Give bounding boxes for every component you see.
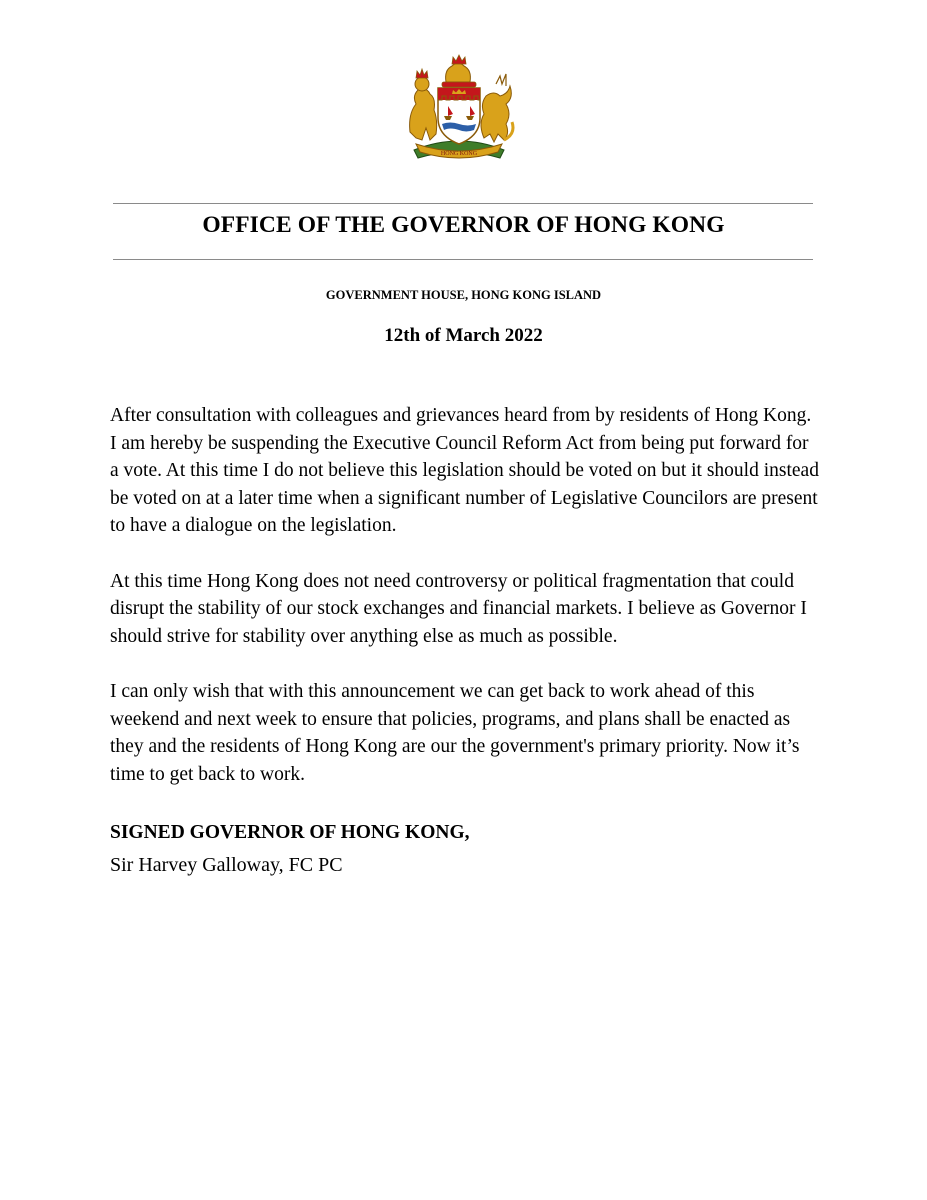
statement-body <box>110 402 822 816</box>
header-rule-bottom <box>113 259 813 260</box>
crest-lion-left-head <box>415 77 429 91</box>
document-date: 12th of March 2022 <box>384 325 543 346</box>
crest-lion-left <box>410 89 437 140</box>
crest-lion-left-crown <box>416 69 428 78</box>
crest-wreath <box>442 82 476 87</box>
crest-ribbon-text: HONG KONG <box>440 151 478 157</box>
statement-paragraph: I can only wish that with this announcement we can get back to work ahead of this weekend and next week to ensure that policies, programs, and plans shall be enacted as they and the residents of Hong Kong are our the government's primary priority. Now it’s time to get back to work. <box>110 681 800 785</box>
page-title: OFFICE OF THE GOVERNOR OF HONG KONG <box>202 212 725 238</box>
crest-dragon-crest-spikes <box>496 74 506 86</box>
signatory-name: Sir Harvey Galloway, FC PC <box>110 854 343 876</box>
coat-of-arms-emblem <box>400 54 518 164</box>
crest-top-lion <box>446 63 471 82</box>
office-address: GOVERNMENT HOUSE, HONG KONG ISLAND <box>325 288 602 302</box>
statement-paragraph: At this time Hong Kong does not need controversy or political fragmentation that could disrupt the stability of our stock exchanges and financial markets. I believe as Governor I should strive for stability over anything else as much as possible. <box>110 570 807 647</box>
crest-top-crown <box>452 55 466 64</box>
signature-heading: SIGNED GOVERNOR OF HONG KONG, <box>110 822 470 843</box>
crest-dragon-right <box>481 86 511 142</box>
statement-paragraph: After consultation with colleagues and grievances heard from by residents of Hong Kong. I am hereby be suspending the Executive Council Reform Act from being put forward for a vote. At this time I do not believe this legislation should be voted on but it should instead be voted on at a later time when a significant number of Legislative Councilors are present to have a dialogue on the legislation. <box>110 405 819 536</box>
header-rule-top <box>113 203 813 204</box>
